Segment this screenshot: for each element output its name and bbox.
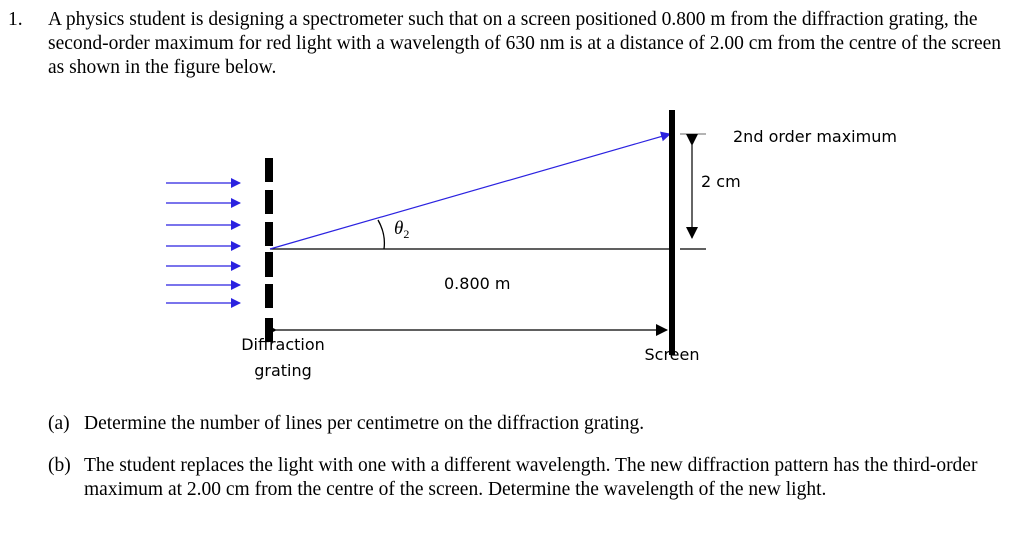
part-text: The student replaces the light with one with a different wavelength. The new diffraction pattern has the third-order maximum at 2.00 cm from the centre of the screen. Determine the wavelength of the new light.	[84, 455, 978, 500]
part-label: (b)	[48, 455, 71, 476]
question-number: 1.	[8, 9, 23, 30]
height-label: 2 cm	[701, 172, 741, 191]
distance-label: 0.800 m	[444, 274, 511, 293]
grating-label-2: grating	[254, 361, 312, 380]
angle-arc	[378, 220, 384, 249]
part-text: Determine the number of lines per centimetre on the diffraction grating.	[84, 413, 645, 434]
part-b	[48, 454, 998, 502]
diffraction-grating	[265, 158, 273, 342]
angle-label: $\theta_2$	[394, 218, 410, 241]
max-label: 2nd order maximum	[733, 127, 897, 146]
diffracted-ray	[270, 134, 670, 249]
screen-label: Screen	[644, 345, 700, 364]
grating-label: Diffraction	[241, 335, 325, 354]
part-a	[48, 412, 998, 436]
incident-light-arrows	[166, 183, 240, 303]
part-label: (a)	[48, 413, 70, 434]
screen	[669, 110, 675, 355]
question-stem: A physics student is designing a spectrometer such that on a screen positioned 0.800 m from the diffraction grating, the second-order maximum for red light with a wavelength of 630 nm is at a distance of 2.00 cm from the centre of the screen as shown in the figure below.	[48, 9, 1002, 78]
